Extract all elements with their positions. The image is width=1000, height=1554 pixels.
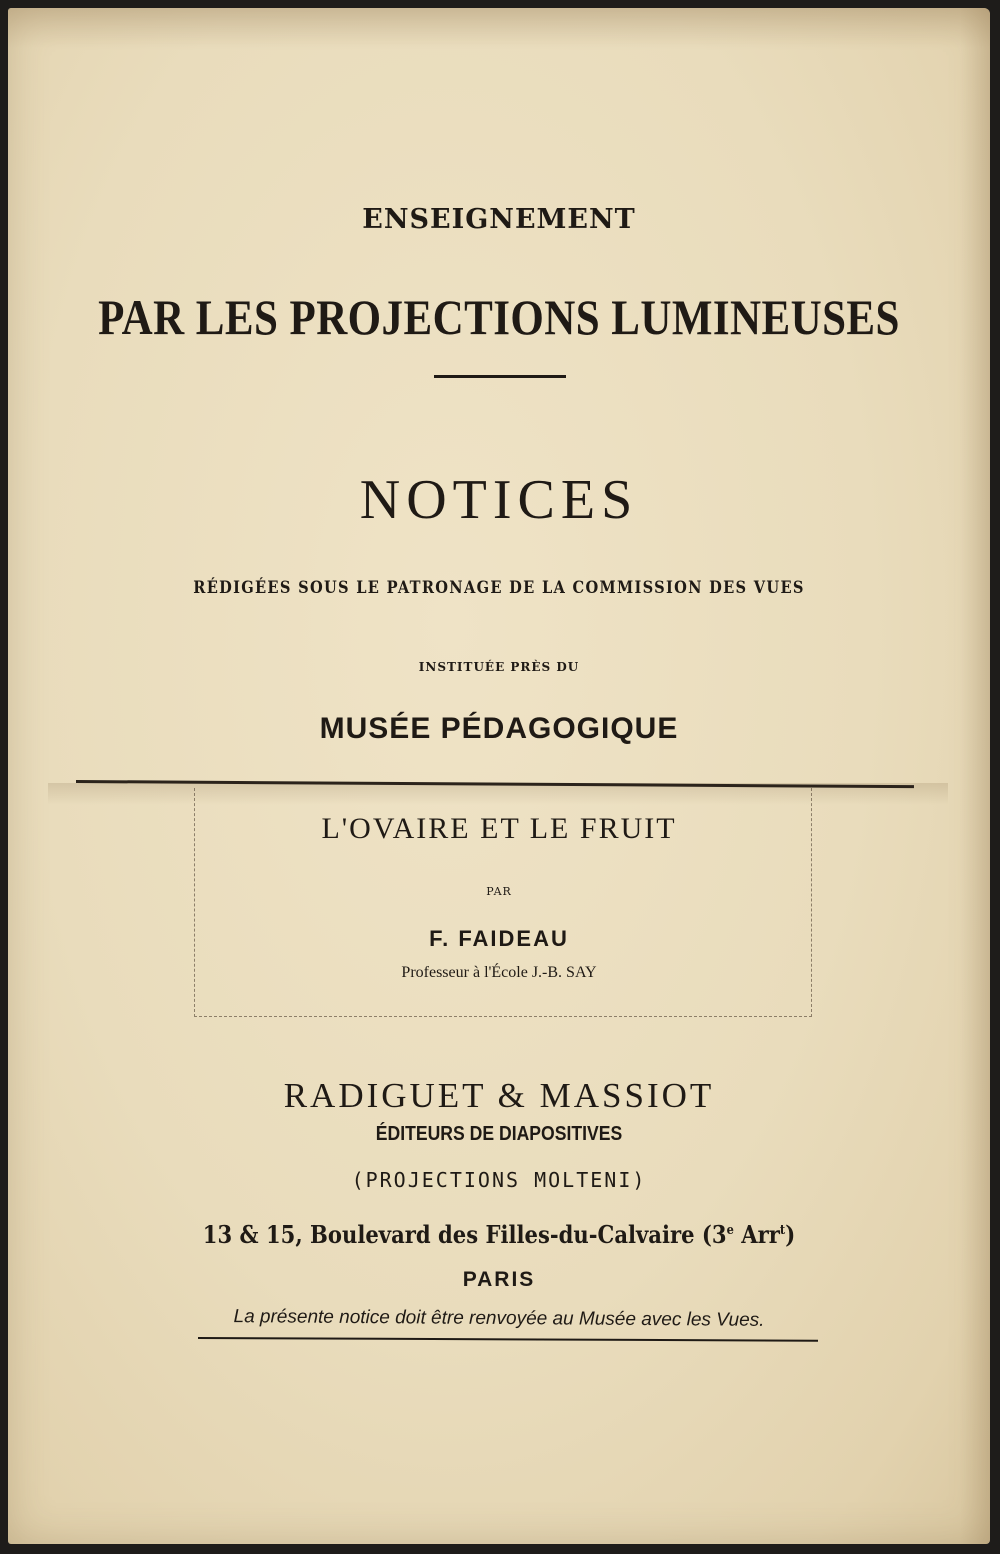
author-name: F. FAIDEAU	[429, 926, 569, 951]
notice-title: L'OVAIRE ET LE FRUIT	[321, 812, 677, 845]
return-note: La présente notice doit être renvoyée au Musée avec les Vues.	[233, 1306, 765, 1331]
publisher-address	[67, 1220, 931, 1249]
address-arr: Arr	[733, 1220, 780, 1249]
author-role: Professeur à l'École J.-B. SAY	[401, 964, 597, 981]
publisher-projections: (PROJECTIONS MOLTENI)	[351, 1168, 647, 1192]
note-underline	[198, 1337, 818, 1342]
museum-name: MUSÉE PÉDAGOGIQUE	[319, 712, 679, 745]
publisher-description: ÉDITEURS DE DIAPOSITIVES	[375, 1123, 623, 1145]
document-cover	[8, 8, 990, 1544]
document-title: NOTICES	[359, 469, 639, 531]
address-sup-ordinal: e	[726, 1223, 734, 1238]
title-divider	[434, 375, 566, 378]
publisher-name: RADIGUET & MASSIOT	[283, 1076, 715, 1115]
address-end: )	[785, 1220, 796, 1249]
instituee-text: INSTITUÉE PRÈS DU	[418, 660, 580, 674]
paper-wear-top	[8, 8, 990, 48]
header-line-1: ENSEIGNEMENT	[362, 204, 636, 235]
header-line-2: PAR LES PROJECTIONS LUMINEUSES	[98, 289, 900, 345]
publisher-city: PARIS	[462, 1268, 536, 1291]
address-main: 13 & 15, Boulevard des Filles-du-Calvaire (3	[202, 1220, 727, 1249]
address-sup-arr: t	[779, 1223, 786, 1238]
document-subtitle: RÉDIGÉES SOUS LE PATRONAGE DE LA COMMISSION DES VUES	[193, 578, 805, 598]
by-text: PAR	[486, 885, 512, 898]
